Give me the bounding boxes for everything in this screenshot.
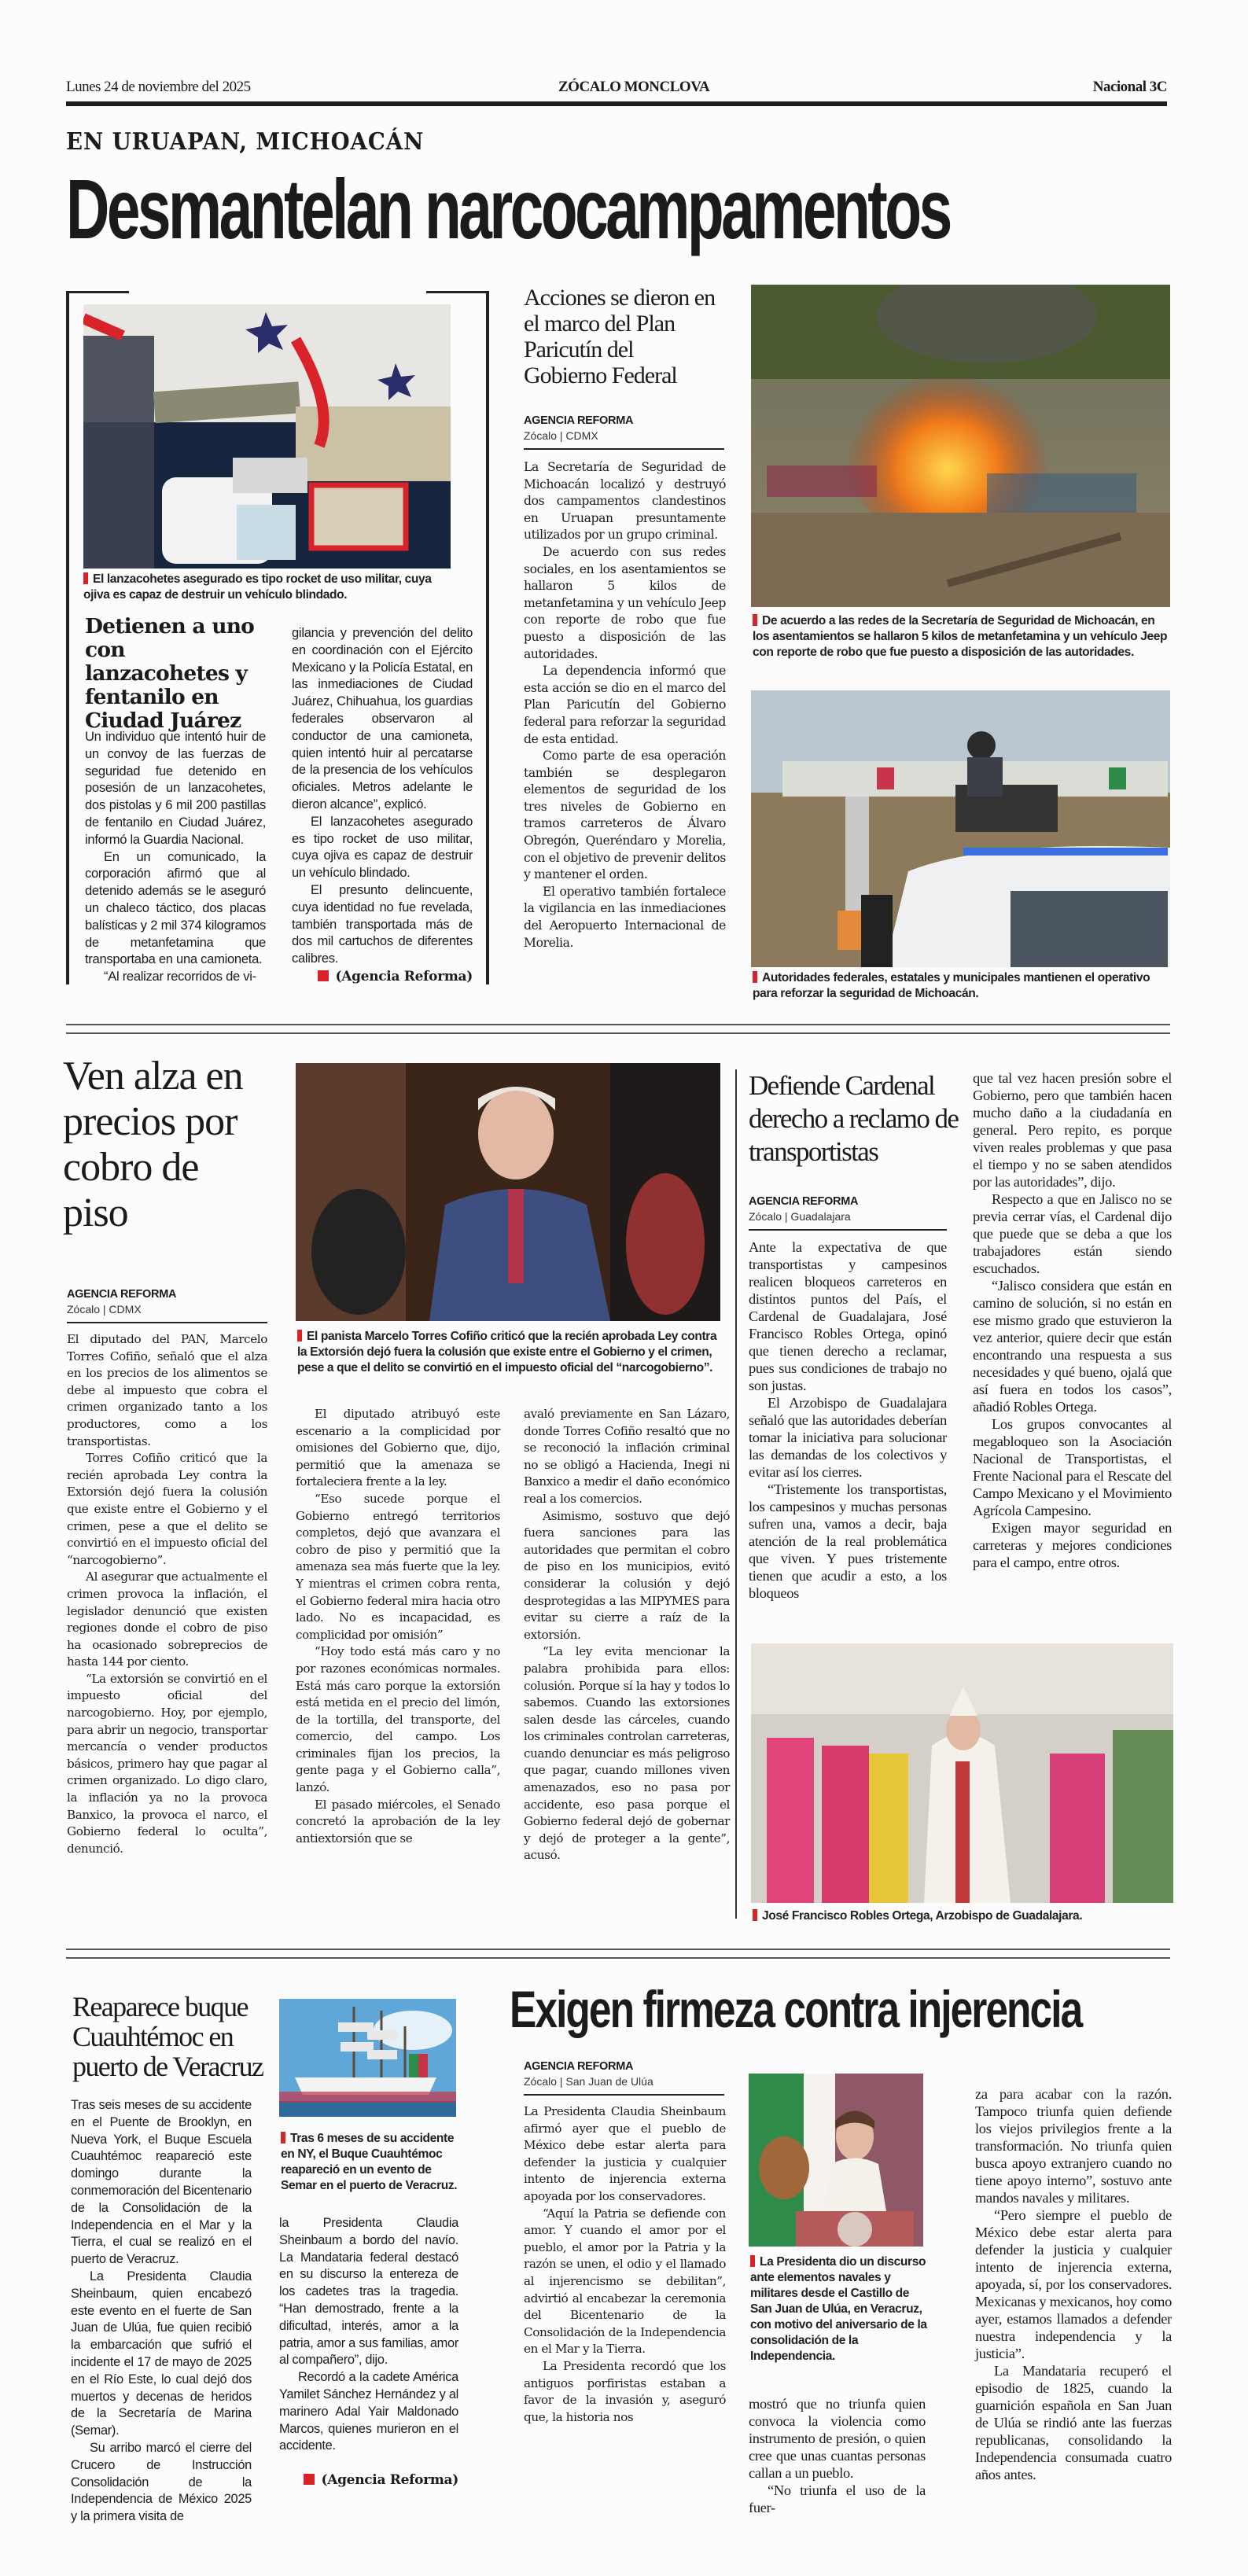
paragraph: La Secretaría de Seguridad de Michoacán localizó y destruyó dos campamentos clandestinos en Uruapan presuntamente utilizados por un grupo criminal. [524, 460, 726, 543]
paragraph: La Presidenta recordó que los antiguos porfiristas estaban a favor de la invasión y, aseguró que, la historia nos [524, 2358, 726, 2424]
caption-marker [753, 971, 757, 983]
credit-marker [304, 2474, 315, 2485]
caption-marker [297, 1330, 302, 1341]
injerencia-byline [524, 2060, 724, 2096]
byline-place: Zócalo | CDMX [67, 1303, 142, 1316]
sheinbaum-image [749, 2074, 923, 2247]
header-rule [66, 101, 1167, 106]
paragraph: Como parte de esa operación también se desplegaron elementos de seguridad de los tres niveles de Gobierno en tramos carreteros de Álvaro Obregón, Queréndaro y Morelia, con el objetivo de prevenir delitos y mantener el orden. [524, 749, 726, 882]
box-corner-right [426, 291, 489, 293]
byline-agency: AGENCIA REFORMA [524, 414, 634, 427]
paragraph: “No triunfa el uso de la fuer- [749, 2482, 926, 2515]
paragraph: “La ley evita mencionar la palabra prohibida para ellos: colusión. Porque sí la hay y todos lo sabemos. Cuando las extorsiones salen desde las cárceles, cuando los criminales controlan carreteras, cuando denunciar es más peligroso que pagar, cuando millones viven amenazados, eso no pasa por accidente, eso pasa porque el Gobierno federal dejó de gobernar y dejó de proteger a la gente”, acusó. [524, 1644, 730, 1863]
credit-marker [318, 970, 329, 981]
injerencia-headline: Exigen firmeza contra injerencia [510, 1980, 1082, 2038]
paragraph: la Presidenta Claudia Sheinbaum a bordo del navío. La Mandataria federal destacó en su discurso la entereza de los cadetes tras la tragedia. “Han demostrado, frente a la dificultad, interés, amor a la patria, amor a sus familias, amor al compañero”, dijo. [279, 2216, 458, 2368]
lead-kicker: EN URUAPAN, MICHOACÁN [66, 128, 425, 156]
torres-cofino-caption [297, 1329, 722, 1376]
byline-agency: AGENCIA REFORMA [524, 2060, 634, 2073]
cardenal-byline [749, 1195, 947, 1231]
lead-headline: Desmantelan narcocampamentos [66, 161, 950, 256]
caption-text: Autoridades federales, estatales y municipales mantienen el operativo para reforzar la seguridad de Michoacán. [753, 971, 1150, 1000]
paragraph: Ante la expectativa de que transportistas y campesinos realicen bloqueos carreteros en distintos puntos del País, el Cardenal de Guadalajara, José Francisco Robles Ortega, opinó que tienen derecho a reclamar, pues sus condiciones de trabajo no son justas. [749, 1239, 947, 1393]
cardenal-col-2 [973, 1069, 1172, 1571]
section-divider-2 [66, 1949, 1170, 1950]
cardenal-caption [753, 1908, 1173, 1924]
piso-byline [67, 1288, 267, 1323]
paragraph: El lanzacohetes asegurado es tipo rocket de uso militar, cuya ojiva es capaz de destruir un vehículo blindado. [292, 813, 473, 881]
paragraph: Torres Cofiño criticó que la recién aprobada Ley contra la Extorsión dejó fuera la colusión que existe entre el Gobierno y el crimen, pese a que el delito se convirtió en el impuesto oficial del “narcogobierno”. [67, 1451, 267, 1567]
seized-weapons-photo [83, 304, 451, 569]
paragraph: “Eso sucede porque el Gobierno entregó territorios completos, dejó que avanzara el cobro de piso y permitió que la amenaza sea más fuerte que la ley. Y mientras el crimen cobra renta, el Gobierno federal mira hacia otro lado. No es incapacidad, es complicidad por omisión” [296, 1491, 500, 1642]
buque-photo [279, 1999, 456, 2117]
byline-agency: AGENCIA REFORMA [749, 1195, 859, 1208]
paragraph: “Tristemente los transportistas, los campesinos y muchas personas sufren una, vamos a decir, baja atención de la real problemática que viven. Y pues tristemente tienen que acudir a esto, a los bloqueos [749, 1481, 947, 1601]
caption-text: La Presidenta dio un discurso ante elementos navales y militares desde el Castillo de San Juan de Ulúa, en Veracruz, con motivo del aniversario de la consolidación de la Independencia. [750, 2255, 927, 2363]
cardenal-photo [751, 1643, 1173, 1903]
paragraph: “Aquí la Patria se defiende con amor. Y cuando el amor por el pueblo, el amor por la Patria y la razón se unen, el odio y el llamado al injerencismo se debilitan”, advirtió al encabezar la ceremonia del Bicentenario de la Consolidación de la Independencia en el Mar y la Tierra. [524, 2206, 726, 2357]
paragraph: El Arzobispo de Guadalajara señaló que las autoridades deberían tomar la iniciativa para solucionar las demandas de los colectivos y evitar así los cierres. [749, 1395, 947, 1480]
credit-text: (Agencia Reforma) [335, 968, 473, 984]
tall-ship-image [279, 1999, 456, 2117]
cardenal-col-1 [749, 1238, 947, 1602]
paragraph: que tal vez hacen presión sobre el Gobierno, pero que también hacen mucho daño a la ciudadanía en general. Pero repito, es porque viven reales problemas y que pasa el tiempo y no se saben atendidos por las autoridades”, dijo. [973, 1070, 1172, 1190]
paragraph: El pasado miércoles, el Senado concretó la aprobación de la ley antiextorsión que se [296, 1797, 500, 1846]
caption-text: De acuerdo a las redes de la Secretaría de Seguridad de Michoacán, en los asentamientos se hallaron 5 kilos de metanfetamina y un vehículo Jeep con reporte de robo que fue puesto a disposición de las autoridades. [753, 614, 1168, 659]
juarez-headline: Detienen a uno con lanzacohetes y fentanilo en Ciudad Juárez [85, 614, 255, 733]
section-divider-1b [66, 1032, 1170, 1034]
seized-weapons-image [83, 304, 451, 569]
credit-text: (Agencia Reforma) [321, 2472, 458, 2489]
paragraph: El presunto delincuente, cuya identidad no fue revelada, también transportada más de dos mil cartuchos de diferentes calibres. [292, 881, 473, 966]
paragraph: Tras seis meses de su accidente en el Puente de Brooklyn, en Nueva York, el Buque Escuela Cuauhtémoc reapareció este domingo durante la conmemoración del Bicentenario de la Consolidación de la Independencia en el Mar y la Tierra, el cual se realizó en el puerto de Veracruz. [71, 2098, 252, 2267]
paragraph: La Presidenta Claudia Sheinbaum, quien encabezó este evento en el fuerte de San Juan de Ulúa, fue quien recibió la embarcación que sufrió el incidente el 17 de mayo de 2025 en el Río Este, lo cual dejó dos muertos y decenas de heridos de la Secretaría de Marina (Semar). [71, 2269, 252, 2438]
buque-caption [281, 2131, 458, 2194]
buque-headline: Reaparece buque Cuauhtémoc en puerto de Veracruz [72, 1991, 263, 2082]
paragraph: Exigen mayor seguridad en carreteras y mejores condiciones para el campo, entre otros. [973, 1520, 1172, 1570]
paragraph: Un individuo que intentó huir de un convoy de las fuerzas de seguridad fue detenido en posesión de un lanzacohetes, dos pistolas y 6 mil 200 pastillas de fentanilo en Ciudad Juárez, informó la Guardia Nacional. [85, 729, 266, 847]
paragraph: “Jalisco considera que están en camino de solución, si no están en ese mismo grado que estuvieron la vez anterior, quiere decir que están encontrando una respuesta a sus necesidades y qué bueno, ojalá que así fuera en todos los casos”, añadió Robles Ortega. [973, 1278, 1172, 1415]
byline-place: Zócalo | CDMX [524, 429, 598, 442]
torres-cofino-image [296, 1063, 720, 1321]
paragraph: Al asegurar que actualmente el crimen provoca la inflación, el legislador denunció que existen regiones donde el cobro de piso ha ocasionado sobreprecios de hasta 144 por ciento. [67, 1570, 267, 1669]
paragraph: El operativo también fortalece la vigilancia en las inmediaciones del Aeropuerto Internacional de Morelia. [524, 884, 726, 950]
caption-marker [83, 572, 88, 584]
piso-col-1 [67, 1331, 267, 1857]
byline-rule [524, 2094, 724, 2096]
injerencia-col-3 [975, 2085, 1172, 2483]
section-divider-2b [66, 1957, 1170, 1959]
byline-place: Zócalo | San Juan de Ulúa [524, 2075, 653, 2088]
caption-text: José Francisco Robles Ortega, Arzobispo de Guadalajara. [762, 1909, 1083, 1923]
checkpoint-photo [751, 690, 1170, 967]
caption-text: El panista Marcelo Torres Cofiño criticó que la recién aprobada Ley contra la Extorsión dejó fuera la colusión que existe entre el Gobierno y el crimen, pese a que el delito se convirtió en el impuesto oficial del “narcogobierno”. [297, 1330, 717, 1374]
paragraph: La Presidenta Claudia Sheinbaum afirmó ayer que el pueblo de México debe estar alerta para defender la justicia y cualquier intento de injerencia externa apoyada por los conservadores. [524, 2104, 726, 2203]
checkpoint-image [751, 690, 1170, 967]
paragraph: El diputado del PAN, Marcelo Torres Cofiño, señaló que el alza en los precios de los alimentos se debe al impuesto que cobra el crimen organizado tanto a los productores, como a los transportistas. [67, 1332, 267, 1448]
lead-deck: Acciones se dieron en el marco del Plan Paricutín del Gobierno Federal [524, 285, 716, 388]
burning-camp-image [751, 285, 1170, 607]
piso-headline: Ven alza en precios por cobro de piso [63, 1054, 243, 1235]
paragraph: gilancia y prevención del delito en coordinación con el Ejército Mexicano y la Policía Estatal, en las inmediaciones de Ciudad Juárez, Chihuahua, los guardias federales observaron al conductor de una camioneta, quien intentó huir al percatarse de la presencia de los vehículos oficiales. Metros adelante le dieron alcance”, explicó. [292, 625, 473, 811]
paragraph: Recordó a la cadete América Yamilet Sánchez Hernández y al marinero Adal Yair Maldonado Marcos, quienes murieron en el accidente. [279, 2370, 458, 2453]
paragraph: mostró que no triunfa quien convoca la violencia como instrumento de presión, o quien cree que unas cuantas personas callan a un pueblo. [749, 2396, 926, 2481]
paragraph: “Hoy todo está más caro y no por razones económicas normales. Está más caro porque la extorsión está metida en el precio del limón, de la tortilla, del transporte, del comercio, del campo. Los criminales fijan los precios, la gente paga y el Gobierno calla”, lanzó. [296, 1644, 500, 1795]
injerencia-col-2 [749, 2395, 926, 2516]
checkpoint-caption [753, 970, 1173, 1002]
sheinbaum-caption [750, 2254, 927, 2364]
sheinbaum-photo [749, 2074, 923, 2247]
section-divider-1 [66, 1024, 1170, 1025]
edition-date: Lunes 24 de noviembre del 2025 [66, 79, 251, 95]
paragraph: De acuerdo con sus redes sociales, en los asentamientos se hallaron 5 kilos de metanfetamina y un vehículo Jeep con reporte de robo que fue puesto a disposición de las autoridades. [524, 544, 726, 661]
byline-place: Zócalo | Guadalajara [749, 1210, 851, 1223]
burning-camp-caption [753, 613, 1173, 661]
caption-marker [281, 2132, 285, 2144]
caption-text: El lanzacohetes asegurado es tipo rocket de uso militar, cuya ojiva es capaz de destruir un vehículo blindado. [83, 572, 432, 602]
paragraph: “Al realizar recorridos de vi- [104, 969, 256, 984]
burning-camp-photo [751, 285, 1170, 607]
paragraph: Respecto a que en Jalisco no se previa cerrar vías, el Cardenal dijo que puede que se deba a que los trabajadores están siendo escuchados. [973, 1191, 1172, 1276]
juarez-col-1 [85, 728, 266, 985]
paragraph: “Pero siempre el pueblo de México debe estar alerta para defender la justicia y cualquier intento de injerencia externa, apoyada, sí, por los conservadores. Mexicanas y mexicanos, hoy como ayer, estamos llamados a defender nuestra independencia y la justicia”. [975, 2207, 1172, 2361]
injerencia-col-1 [524, 2103, 726, 2426]
buque-col-2 [279, 2215, 458, 2490]
section-page: Nacional 3C [1092, 79, 1167, 95]
paragraph: En un comunicado, la corporación afirmó que al detenido además se le aseguró un chaleco táctico, dos placas balísticas y 2 mil 374 kilogramos de metanfetamina que transportaba en una camioneta. [85, 848, 266, 967]
paragraph: El diputado atribuyó este escenario a la complicidad por omisiones del Gobierno que, dijo, permitió que la amenaza se fortaleciera frente a la ley. [296, 1407, 500, 1489]
piso-col-3 [524, 1406, 730, 1864]
paragraph: Asimismo, sostuvo que dejó fuera sanciones para las autoridades que permitan el cobro de piso en los municipios, evitó considerar la colusión y dejó desprotegidas a las MIPYMES para evitar su cierre a raíz de la extorsión. [524, 1508, 730, 1642]
cardenal-image [751, 1643, 1173, 1903]
byline-agency: AGENCIA REFORMA [67, 1288, 177, 1301]
buque-credit [279, 2472, 458, 2490]
column-rule [735, 1069, 737, 1919]
lead-body [524, 459, 726, 951]
paragraph: La Mandataria recuperó el episodio de 1825, cuando la guarnición española en San Juan de Ulúa se rindió ante las fuerzas republicanas, consolidando la Independencia consumada cuatro años antes. [975, 2363, 1172, 2482]
juarez-col-2 [292, 624, 473, 986]
caption-marker [753, 1909, 757, 1921]
box-corner-left [66, 291, 129, 293]
byline-rule [524, 448, 724, 450]
byline-rule [67, 1322, 267, 1323]
paragraph: avaló previamente en San Lázaro, donde Torres Cofiño resaltó que no se reconoció la inflación criminal no se obligó a Hacienda, Inegi ni Banxico a medir el daño económico real a los comercios. [524, 1407, 730, 1506]
buque-col-1 [71, 2097, 252, 2526]
caption-marker [753, 614, 757, 626]
juarez-photo-caption [83, 572, 453, 603]
juarez-credit [292, 969, 473, 986]
byline-rule [749, 1229, 947, 1231]
caption-text: Tras 6 meses de su accidente en NY, el Buque Cuauhtémoc reapareció en un evento de Semar en el puerto de Veracruz. [281, 2132, 458, 2192]
piso-col-2 [296, 1406, 500, 1847]
paragraph: Su arribo marcó el cierre del Crucero de Instrucción Consolidación de la Independencia de México 2025 y la primera visita de [71, 2440, 252, 2524]
caption-marker [750, 2255, 755, 2267]
paper-name: ZÓCALO MONCLOVA [558, 79, 710, 95]
paragraph: Los grupos convocantes al megabloqueo son la Asociación Nacional de Transportistas, el Frente Nacional para el Rescate del Campo Mexicano y el Movimiento Agrícola Campesino. [973, 1416, 1172, 1518]
paragraph: za para acabar con la razón. Tampoco triunfa quien defiende los viejos privilegios frente a la transformación. No triunfa quien busca apoyo extranjero cuando no tiene apoyo interno”, sostuvo ante mandos navales y militares. [975, 2086, 1172, 2206]
paragraph: “La extorsión se convirtió en el impuesto oficial del narcogobierno. Hoy, por ejemplo, para abrir un negocio, transportar mercancía o vender productos básicos, primero hay que pagar al crimen organizado. Lo digo claro, la inflación ya no la provoca Banxico, la provoca el narco, el Gobierno federal lo oculta”, denunció. [67, 1671, 267, 1856]
paragraph: La dependencia informó que esta acción se dio en el marco del Plan Paricutín del Gobierno federal para reforzar la seguridad de esta entidad. [524, 664, 726, 746]
lead-byline [524, 414, 724, 450]
cardenal-headline: Defiende Cardenal derecho a reclamo de transportistas [749, 1070, 959, 1167]
torres-cofino-photo [296, 1063, 720, 1321]
